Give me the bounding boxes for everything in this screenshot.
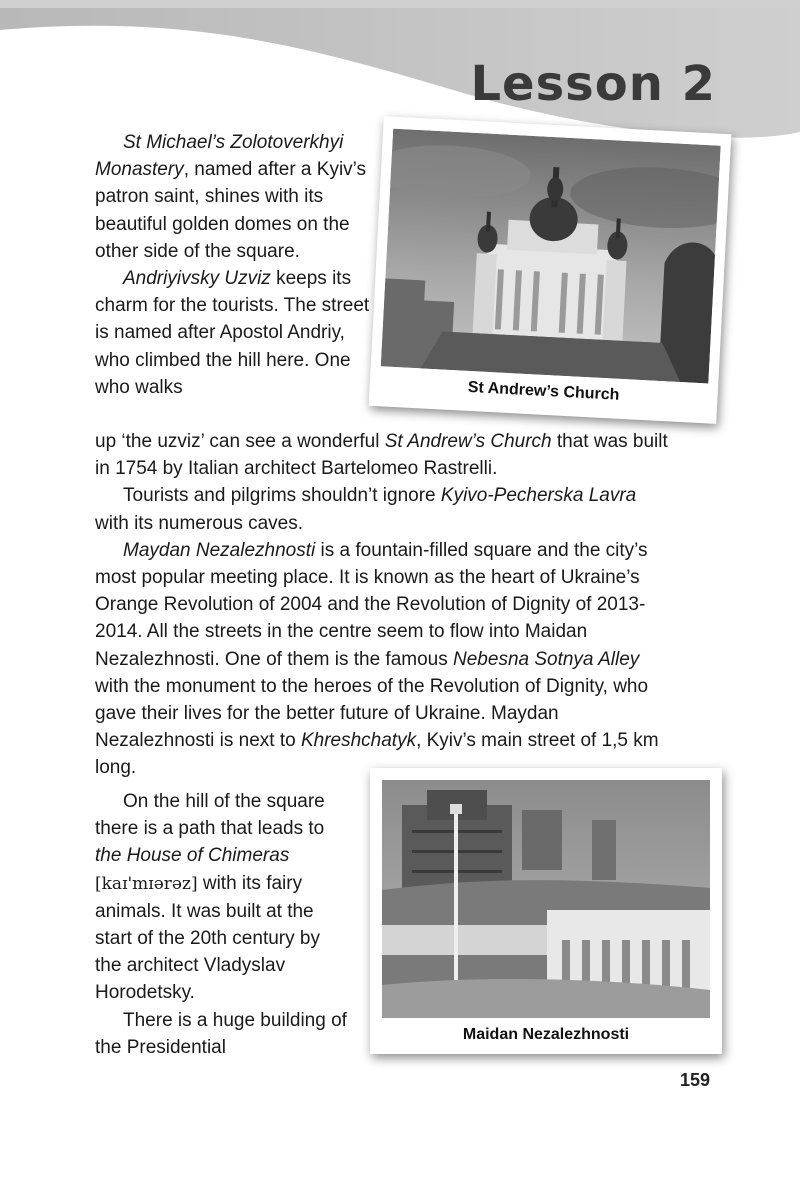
maidan-photo bbox=[382, 780, 710, 1018]
text-column-top bbox=[95, 129, 370, 401]
page-number: 159 bbox=[680, 1070, 711, 1090]
text-column-bottom bbox=[95, 788, 350, 1061]
paragraph-chimeras: On the hill of the square there is a path that leads to the House of Chimeras [kaɪ'mɪərəz] with its fairy animals. It was built at the start of the 20th century by the architect Vladyslav Horodetsky. bbox=[95, 791, 325, 1004]
ipa-transcription: [kaɪ'mɪərəz] bbox=[95, 873, 198, 894]
paragraph-uzviz: Andriyivsky Uzviz keeps its charm for the tourists. The street is named after Apostol Andriy, who climbed the hill here. One who walks bbox=[95, 268, 370, 398]
church-caption: St Andrew’s Church bbox=[467, 378, 620, 404]
paragraph-presidential: There is a huge building of the Presidential bbox=[95, 1009, 347, 1058]
paragraph-uzviz-continued: up ‘the uzviz’ can see a wonderful St Andrew’s Church that was built in 1754 by Italian architect Bartelomeo Rastrelli. bbox=[95, 431, 668, 480]
maidan-caption: Maidan Nezalezhnosti bbox=[462, 1026, 630, 1043]
text-column-main bbox=[95, 428, 675, 782]
paragraph-maidan: Maydan Nezalezhnosti is a fountain-filled square and the city’s most popular meeting place. It is known as the heart of Ukraine’s Orange Revolution of 2004 and the Revolution of Dignity of 2013-2014. All the streets in the centre seem to flow into Maidan Nezalezhnosti. One of them is the famous Nebesna Sotnya Alley with the monument to the heroes of the Revolution of Dignity, who gave their lives for the better future of Ukraine. Maydan Nezalezhnosti is next to Khreshchatyk, Kyiv’s main street of 1,5 km long. bbox=[95, 539, 659, 779]
paragraph-monastery: St Michael’s Zolotoverkhyi Monastery, named after a Kyiv’s patron saint, shines with its beautiful golden domes on the other side of the square. bbox=[95, 132, 367, 262]
church-photo-card bbox=[369, 116, 732, 424]
lesson-title: Lesson 2 bbox=[470, 56, 716, 112]
maidan-photo-card bbox=[370, 768, 722, 1054]
paragraph-lavra: Tourists and pilgrims shouldn’t ignore Kyivo-Pecherska Lavra with its numerous caves. bbox=[95, 485, 637, 534]
church-photo bbox=[381, 129, 721, 384]
